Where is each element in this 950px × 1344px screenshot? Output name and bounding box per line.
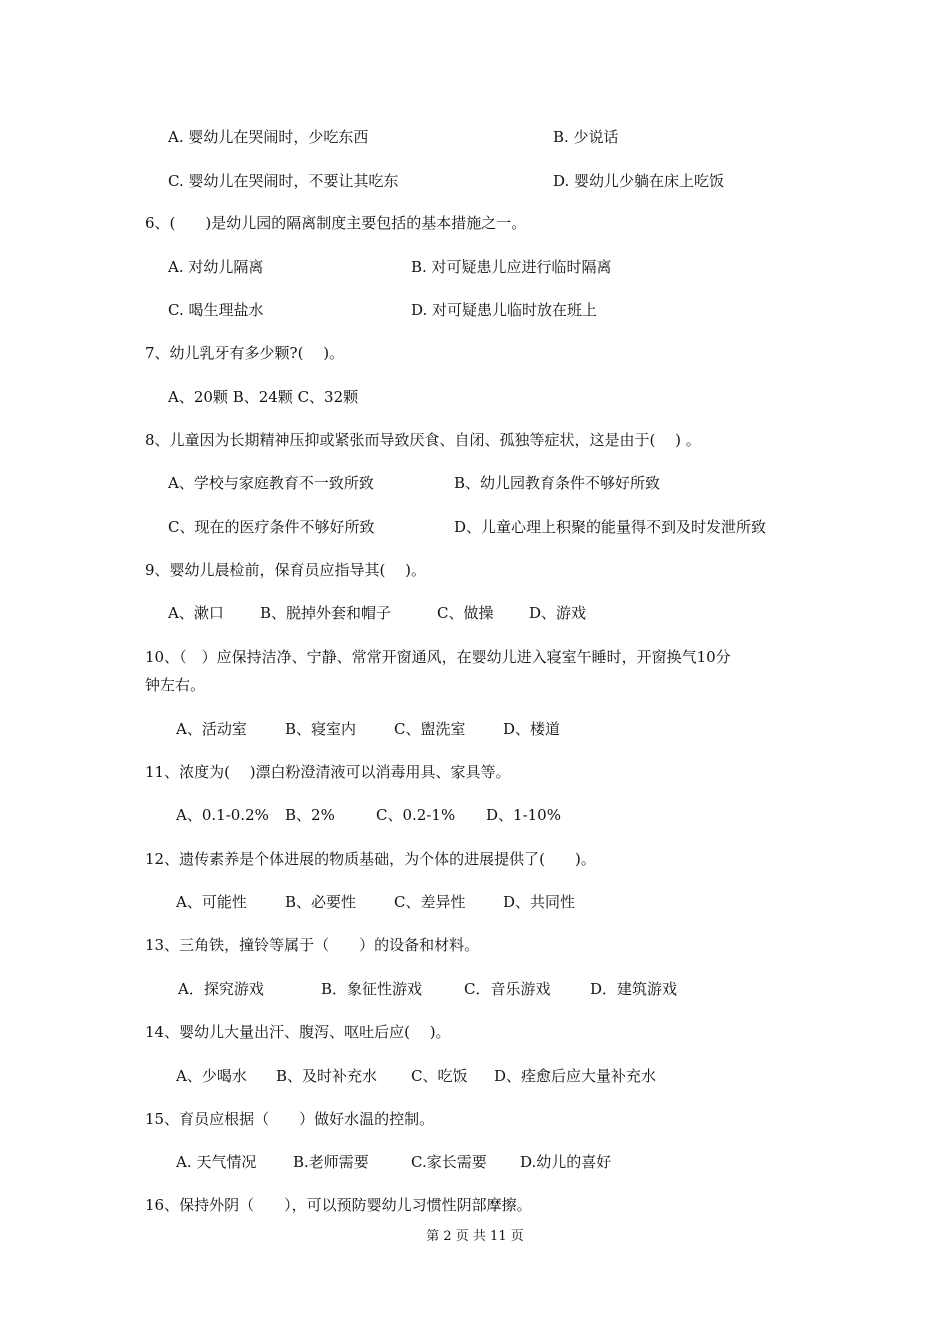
- q11-option-c: C、0.2-1%: [376, 806, 456, 824]
- q15-option-a: A. 天气情况: [176, 1153, 257, 1171]
- q8-option-b: B、幼儿园教育条件不够好所致: [454, 474, 661, 492]
- q5-option-b: B. 少说话: [553, 128, 619, 146]
- q15-option-c: C.家长需要: [411, 1153, 487, 1171]
- q14-options: [0, 1066, 950, 1086]
- q13-option-b: B．象征性游戏: [321, 980, 423, 998]
- q6-options-row-1: [0, 257, 950, 277]
- q11-option-b: B、2%: [285, 806, 335, 824]
- q16-stem: 16、保持外阴（ ），可以预防婴幼儿习惯性阴部摩擦。: [145, 1196, 532, 1214]
- q10-stem-line-1: 10、（ ）应保持洁净、宁静、常常开窗通风，在婴幼儿进入寝室午睡时，开窗换气10分: [145, 648, 731, 666]
- q6-option-b: B. 对可疑患儿应进行临时隔离: [411, 258, 612, 276]
- q7-options: A、20颗 B、24颗 C、32颗: [168, 388, 359, 406]
- q15-stem: 15、育员应根据（ ）做好水温的控制。: [145, 1110, 435, 1128]
- q9-option-a: A、漱口: [168, 604, 224, 622]
- q15-option-d: D.幼儿的喜好: [520, 1153, 612, 1171]
- q15-options: [0, 1152, 950, 1172]
- q14-option-c: C、吃饭: [411, 1067, 468, 1085]
- q9-option-d: D、游戏: [529, 604, 587, 622]
- q8-option-d: D、儿童心理上积聚的能量得不到及时发泄所致: [454, 518, 767, 536]
- page-footer: 第 2 页 共 11 页: [426, 1229, 524, 1244]
- q6-option-a: A. 对幼儿隔离: [168, 258, 264, 276]
- q9-option-b: B、脱掉外套和帽子: [260, 604, 392, 622]
- q13-option-d: D．建筑游戏: [590, 980, 678, 998]
- q5-options-row-2: [0, 171, 950, 191]
- q5-option-a: A. 婴幼儿在哭闹时，少吃东西: [168, 128, 369, 146]
- q7-stem: 7、幼儿乳牙有多少颗?( )。: [145, 344, 345, 362]
- q8-stem: 8、儿童因为长期精神压抑或紧张而导致厌食、自闭、孤独等症状，这是由于( ) 。: [145, 431, 701, 449]
- q9-stem: 9、婴幼儿晨检前，保育员应指导其( )。: [145, 561, 427, 579]
- q8-options-row-1: [0, 473, 950, 493]
- q11-stem: 11、浓度为( )漂白粉澄清液可以消毒用具、家具等。: [145, 763, 511, 781]
- q10-option-c: C、盥洗室: [394, 720, 466, 738]
- q11-option-d: D、1-10%: [486, 806, 561, 824]
- q6-options-row-2: [0, 300, 950, 320]
- q13-option-a: A．探究游戏: [178, 980, 264, 998]
- q6-option-c: C. 喝生理盐水: [168, 301, 264, 319]
- q12-option-a: A、可能性: [176, 893, 247, 911]
- q11-option-a: A、0.1-0.2%: [176, 806, 269, 824]
- q14-option-d: D、痊愈后应大量补充水: [494, 1067, 657, 1085]
- q12-options: [0, 892, 950, 912]
- q13-options: [0, 979, 950, 999]
- q12-stem: 12、遗传素养是个体进展的物质基础，为个体的进展提供了( )。: [145, 850, 596, 868]
- q14-option-a: A、少喝水: [176, 1067, 247, 1085]
- q14-option-b: B、及时补充水: [276, 1067, 378, 1085]
- q6-option-d: D. 对可疑患儿临时放在班上: [411, 301, 598, 319]
- q8-options-row-2: [0, 517, 950, 537]
- q13-stem: 13、三角铁，撞铃等属于（ ）的设备和材料。: [145, 936, 480, 954]
- q9-options: [0, 603, 950, 623]
- q5-option-c: C. 婴幼儿在哭闹时，不要让其吃东: [168, 172, 399, 190]
- q13-option-c: C．音乐游戏: [464, 980, 551, 998]
- q12-option-b: B、必要性: [285, 893, 357, 911]
- q8-option-c: C、现在的医疗条件不够好所致: [168, 518, 375, 536]
- q10-option-d: D、楼道: [503, 720, 561, 738]
- q10-stem-line-2: 钟左右。: [145, 676, 206, 694]
- q14-stem: 14、婴幼儿大量出汗、腹泻、呕吐后应( )。: [145, 1023, 451, 1041]
- q15-option-b: B.老师需要: [293, 1153, 369, 1171]
- q10-option-b: B、寝室内: [285, 720, 357, 738]
- q11-options: [0, 805, 950, 825]
- q10-options: [0, 719, 950, 739]
- q6-stem: 6、( )是幼儿园的隔离制度主要包括的基本措施之一。: [145, 214, 527, 232]
- q5-options-row-1: [0, 127, 950, 147]
- q5-option-d: D. 婴幼儿少躺在床上吃饭: [553, 172, 725, 190]
- q8-option-a: A、学校与家庭教育不一致所致: [168, 474, 374, 492]
- q12-option-d: D、共同性: [503, 893, 576, 911]
- q12-option-c: C、差异性: [394, 893, 466, 911]
- q9-option-c: C、做操: [437, 604, 494, 622]
- q10-option-a: A、活动室: [176, 720, 247, 738]
